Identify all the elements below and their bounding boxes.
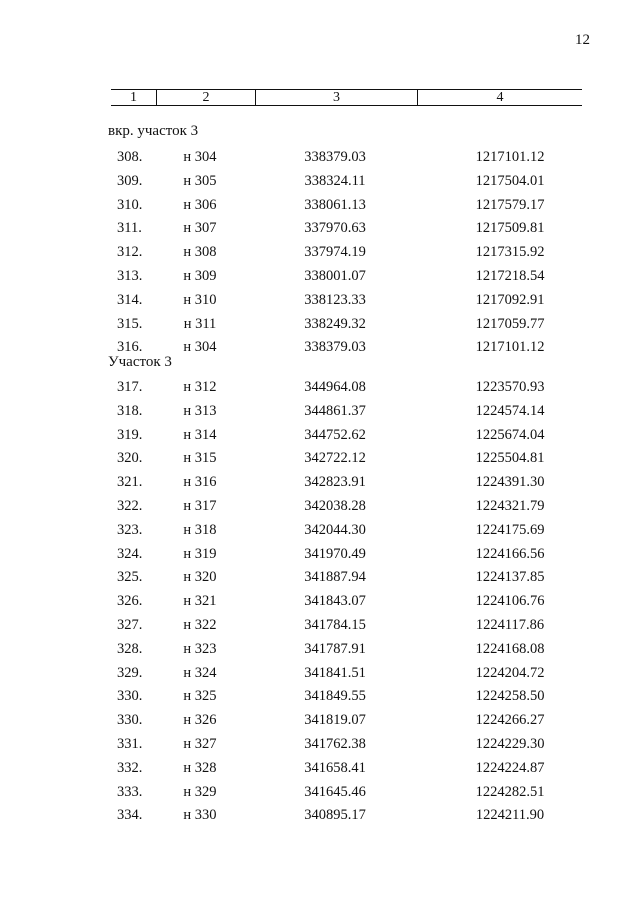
table-row: [0, 172, 639, 190]
point-id: н 327: [183, 736, 217, 752]
coordinate-y: 1217101.12: [475, 149, 545, 165]
row-number: 322.: [117, 498, 143, 514]
coordinate-x: 337974.19: [304, 244, 366, 261]
point-id: н 313: [183, 402, 217, 419]
row-number: 331.: [117, 736, 143, 752]
table-row: [0, 426, 639, 444]
section-title: Участок 3: [108, 354, 172, 370]
table-row: [0, 759, 639, 777]
coordinate-y: 1217504.01: [475, 172, 545, 189]
point-id: н 320: [183, 569, 217, 586]
point-id: н 322: [183, 617, 217, 633]
row-number: 310.: [117, 196, 143, 213]
row-number: 309.: [117, 172, 143, 189]
table-row: [0, 545, 639, 563]
point-id: н 317: [183, 498, 217, 514]
table-row: [0, 568, 639, 586]
coordinate-x: 341887.94: [304, 569, 366, 586]
point-id: н 329: [183, 783, 217, 800]
coordinate-x: 338123.33: [304, 291, 366, 308]
row-number: 315.: [117, 315, 143, 332]
coordinate-y: 1224391.30: [475, 474, 545, 491]
coordinate-x: 337970.63: [304, 220, 366, 237]
row-number: 332.: [117, 759, 143, 776]
coordinate-y: 1217218.54: [475, 268, 545, 284]
column-header-1: 1: [130, 90, 137, 105]
table-row: [0, 315, 639, 333]
coordinate-y: 1224175.69: [475, 521, 545, 538]
table-row: [0, 219, 639, 237]
coordinate-x: 342038.28: [304, 498, 366, 514]
table-row: [0, 806, 639, 824]
row-number: 314.: [117, 291, 143, 308]
table-row: [0, 592, 639, 610]
point-id: н 310: [183, 291, 217, 308]
column-header-3: 3: [255, 90, 417, 105]
coordinate-x: 338249.32: [304, 315, 366, 332]
table-row: [0, 497, 639, 515]
coordinate-y: 1224106.76: [475, 593, 545, 610]
point-id: н 307: [183, 220, 217, 237]
row-number: 329.: [117, 664, 143, 681]
point-id: н 314: [183, 426, 217, 443]
row-number: 318.: [117, 402, 143, 419]
row-number: 328.: [117, 640, 143, 657]
column-header-2: 2: [156, 90, 255, 105]
coordinate-x: 341970.49: [304, 545, 366, 562]
point-id: н 304: [183, 339, 217, 356]
coordinate-y: 1217101.12: [475, 339, 545, 356]
coordinate-y: 1217315.92: [475, 244, 545, 261]
coordinate-x: 344964.08: [304, 379, 366, 395]
row-number: 325.: [117, 569, 143, 586]
coordinate-x: 340895.17: [304, 807, 366, 824]
row-number: 311.: [117, 220, 142, 237]
coordinate-x: 338001.07: [304, 268, 366, 284]
coordinate-y: 1217509.81: [475, 220, 545, 237]
row-number: 321.: [117, 474, 143, 491]
coordinate-y: 1217092.91: [475, 291, 545, 308]
table-row: [0, 267, 639, 285]
coordinate-y: 1224266.27: [475, 712, 545, 729]
table-row: [0, 521, 639, 539]
table-row: [0, 449, 639, 467]
row-number: 324.: [117, 545, 143, 562]
point-id: н 316: [183, 474, 217, 491]
table-row: [0, 196, 639, 214]
coordinate-x: 338379.03: [304, 149, 366, 165]
row-number: 317.: [117, 379, 143, 395]
point-id: н 306: [183, 196, 217, 213]
point-id: н 308: [183, 244, 217, 261]
coordinate-x: 341849.55: [304, 688, 366, 705]
coordinate-y: 1217579.17: [475, 196, 545, 213]
point-id: н 309: [183, 268, 217, 284]
point-id: н 315: [183, 450, 217, 467]
coordinate-y: 1224117.86: [475, 617, 545, 633]
coordinate-y: 1224258.50: [475, 688, 545, 705]
table-row: [0, 402, 639, 420]
table-row: [0, 711, 639, 729]
coordinate-x: 344752.62: [304, 426, 366, 443]
row-number: 316.: [117, 339, 143, 356]
row-number: 323.: [117, 521, 143, 538]
coordinate-x: 341762.38: [304, 736, 366, 752]
coordinate-y: 1224137.85: [475, 569, 545, 586]
point-id: н 319: [183, 545, 217, 562]
coordinate-x: 341787.91: [304, 640, 366, 657]
table-row: [0, 473, 639, 491]
coordinate-y: 1224574.14: [475, 402, 545, 419]
point-id: н 330: [183, 807, 217, 824]
coordinate-y: 1217059.77: [475, 315, 545, 332]
coordinate-y: 1224282.51: [475, 783, 545, 800]
coordinate-x: 341819.07: [304, 712, 366, 729]
point-id: н 304: [183, 149, 217, 165]
point-id: н 326: [183, 712, 217, 729]
point-id: н 324: [183, 664, 217, 681]
point-id: н 305: [183, 172, 217, 189]
coordinate-y: 1223570.93: [475, 379, 545, 395]
coordinate-y: 1225674.04: [475, 426, 545, 443]
row-number: 330.: [117, 712, 143, 729]
coordinate-x: 342722.12: [304, 450, 366, 467]
page-number: 12: [575, 32, 590, 48]
coordinate-y: 1224168.08: [475, 640, 545, 657]
row-number: 319.: [117, 426, 143, 443]
table-row: [0, 378, 639, 396]
coordinate-y: 1224204.72: [475, 664, 545, 681]
point-id: н 312: [183, 379, 217, 395]
coordinate-x: 344861.37: [304, 402, 366, 419]
coordinate-y: 1224229.30: [475, 736, 545, 752]
point-id: н 318: [183, 521, 217, 538]
coordinate-x: 338061.13: [304, 196, 366, 213]
coordinate-y: 1224224.87: [475, 759, 545, 776]
table-row: [0, 616, 639, 634]
coordinate-x: 341658.41: [304, 759, 366, 776]
row-number: 312.: [117, 244, 143, 261]
table-row: [0, 640, 639, 658]
table-row: [0, 664, 639, 682]
row-number: 330.: [117, 688, 143, 705]
coordinate-y: 1225504.81: [475, 450, 545, 467]
table-row: [0, 783, 639, 801]
coordinate-x: 341843.07: [304, 593, 366, 610]
coordinate-x: 342823.91: [304, 474, 366, 491]
point-id: н 328: [183, 759, 217, 776]
table-row: [0, 735, 639, 753]
coordinate-x: 342044.30: [304, 521, 366, 538]
coordinate-y: 1224166.56: [475, 545, 545, 562]
coordinate-x: 341784.15: [304, 617, 366, 633]
point-id: н 321: [183, 593, 217, 610]
coordinate-y: 1224211.90: [475, 807, 545, 824]
coordinate-x: 341645.46: [304, 783, 366, 800]
row-number: 320.: [117, 450, 143, 467]
coordinate-x: 338379.03: [304, 339, 366, 356]
table-row: [0, 148, 639, 166]
table-row: [0, 291, 639, 309]
row-number: 326.: [117, 593, 143, 610]
point-id: н 311: [183, 315, 217, 332]
coordinate-y: 1224321.79: [475, 498, 545, 514]
table-row: [0, 243, 639, 261]
row-number: 327.: [117, 617, 143, 633]
point-id: н 325: [183, 688, 217, 705]
row-number: 333.: [117, 783, 143, 800]
section-title: вкр. участок 3: [108, 123, 199, 139]
column-header-4: 4: [417, 90, 582, 105]
coordinate-x: 341841.51: [304, 664, 366, 681]
table-row: [0, 338, 639, 356]
row-number: 313.: [117, 268, 143, 284]
point-id: н 323: [183, 640, 217, 657]
table-row: [0, 687, 639, 705]
coordinate-x: 338324.11: [304, 172, 366, 189]
column-header-row: [111, 89, 582, 106]
row-number: 308.: [117, 149, 143, 165]
row-number: 334.: [117, 807, 143, 824]
